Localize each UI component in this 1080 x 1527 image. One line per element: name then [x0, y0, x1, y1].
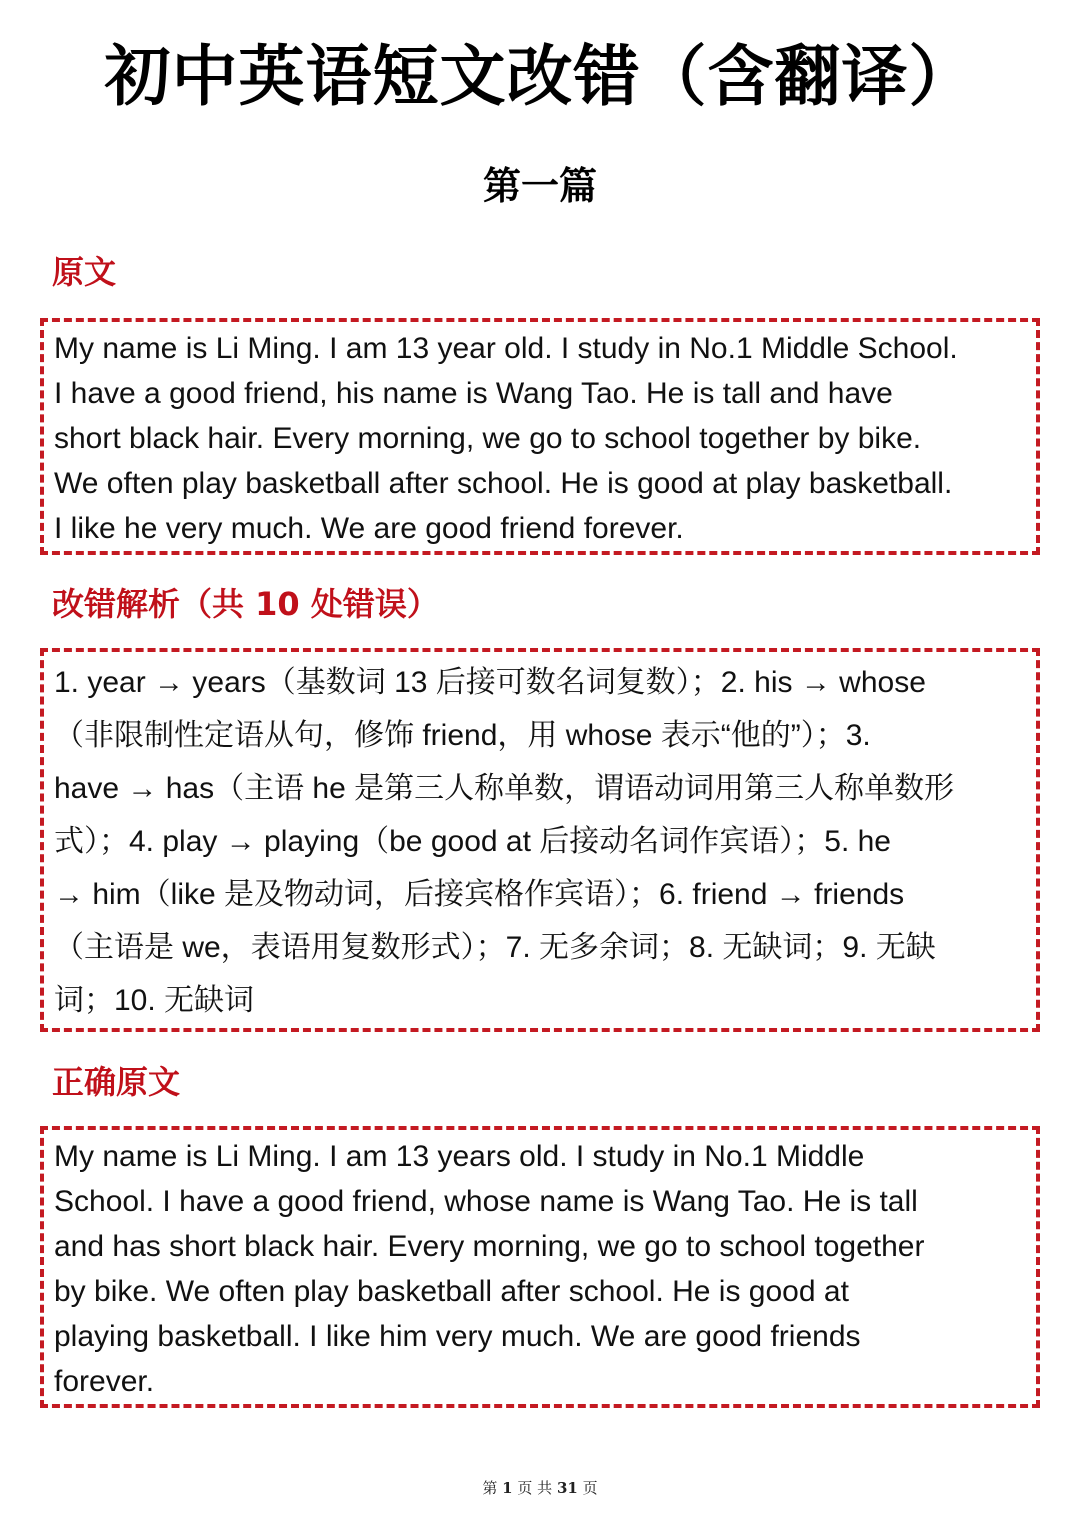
text-line: playing basketball. I like him very much. We are good friends [54, 1320, 861, 1353]
text-line: forever. [54, 1365, 155, 1398]
text-line: We often play basketball after school. He is good at play basketball. [54, 467, 953, 500]
text-line: School. I have a good friend, whose name is Wang Tao. He is tall [54, 1185, 918, 1218]
current-page-number: 1 [502, 1479, 513, 1497]
text-line: 式）；4. play → playing（be good at 后接动名词作宾语）；5. he [54, 825, 891, 858]
corrected-text-box [40, 1126, 1040, 1408]
analysis-box [40, 648, 1040, 1032]
section-heading-corrected: 正确原文 [52, 1063, 181, 1101]
text-line: short black hair. Every morning, we go to school together by bike. [54, 422, 922, 455]
page-title: 初中英语短文改错（含翻译） [104, 38, 976, 115]
text-line: → him（like 是及物动词，后接宾格作宾语）；6. friend → friends [54, 878, 905, 911]
section-heading-analysis: 改错解析（共 10 处错误） [52, 585, 439, 623]
total-pages-number: 31 [556, 1479, 578, 1497]
text-line: I have a good friend, his name is Wang Tao. He is tall and have [54, 377, 893, 410]
footer-prefix: 第 [482, 1479, 498, 1497]
original-text-box [40, 318, 1040, 555]
text-line: by bike. We often play basketball after school. He is good at [54, 1275, 849, 1308]
text-line: and has short black hair. Every morning, we go to school together [54, 1230, 925, 1263]
chapter-title: 第一篇 [482, 164, 597, 208]
text-line: My name is Li Ming. I am 13 years old. I study in No.1 Middle [54, 1140, 865, 1173]
text-line: 1. year → years（基数词 13 后接可数名词复数）；2. his → whose [54, 666, 926, 699]
text-line: My name is Li Ming. I am 13 year old. I study in No.1 Middle School. [54, 332, 958, 365]
text-line: I like he very much. We are good friend forever. [54, 512, 684, 545]
text-line: have → has（主语 he 是第三人称单数，谓语动词用第三人称单数形 [54, 772, 955, 805]
text-line: （主语是 we，表语用复数形式）；7. 无多余词；8. 无缺词；9. 无缺 [54, 931, 936, 964]
text-line: 词；10. 无缺词 [54, 984, 255, 1017]
page-footer [0, 1476, 1080, 1500]
section-heading-original: 原文 [52, 253, 117, 291]
footer-middle: 页 共 [517, 1479, 553, 1497]
text-line: （非限制性定语从句，修饰 friend，用 whose 表示“他的”）；3. [54, 719, 871, 752]
footer-suffix: 页 [582, 1479, 598, 1497]
